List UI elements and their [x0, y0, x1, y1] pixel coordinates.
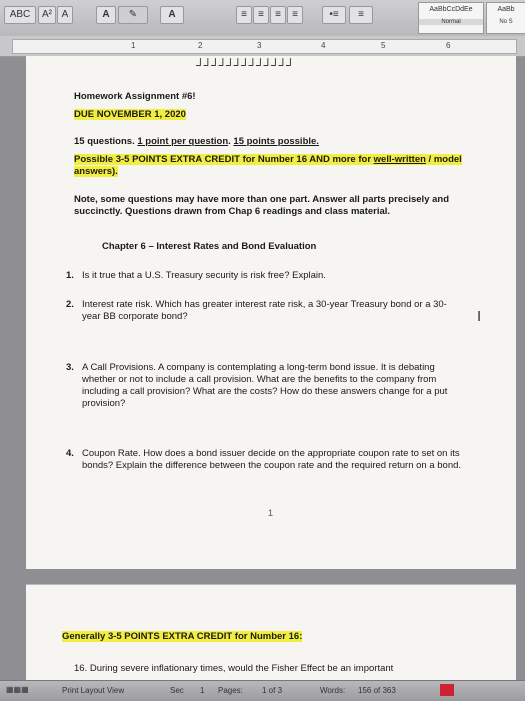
document-page-1[interactable]: [26, 56, 516, 569]
words-value: 156 of 363: [358, 686, 396, 695]
tab-stops-icon: ┘┘┘┘┘┘┘┘┘┘┘┘┘: [196, 58, 294, 72]
summary-text: 15 points possible.: [233, 136, 319, 147]
question-item: [66, 448, 462, 472]
justify-button[interactable]: [287, 6, 303, 24]
ruler-mark: 1: [131, 41, 136, 50]
question-item: [66, 362, 462, 410]
align-right-button[interactable]: [270, 6, 286, 24]
formatting-toolbar: [0, 0, 525, 37]
ruler-mark: 6: [446, 41, 451, 50]
ruler-track: [12, 39, 517, 54]
style-preview: AaBb: [497, 6, 515, 13]
words-label: Words:: [320, 686, 346, 695]
bullets-button[interactable]: [322, 6, 346, 24]
track-changes-icon[interactable]: [440, 684, 454, 696]
align-center-button[interactable]: [253, 6, 269, 24]
align-center-icon: ≡: [258, 9, 264, 20]
ruler-mark: 3: [257, 41, 262, 50]
extra-credit-note: [74, 154, 474, 178]
question-text: Is it true that a U.S. Treasury security is risk free? Explain.: [82, 270, 326, 281]
shrink-font-button[interactable]: A: [57, 6, 73, 24]
text-style-button[interactable]: A: [96, 6, 116, 24]
text-cursor-icon: Ⅰ: [477, 308, 482, 324]
question-item: [66, 270, 462, 282]
question-number: 1.: [66, 270, 74, 281]
align-left-icon: ≡: [241, 9, 247, 20]
question-text: Coupon Rate. How does a bond issuer decide on the appropriate coupon rate to set on its bonds? Explain the difference between the coupon rate and the required return on a bond.: [82, 448, 462, 471]
view-buttons[interactable]: ▦▦▦: [6, 685, 29, 694]
view-mode-label: Print Layout View: [62, 686, 125, 695]
question-number: 3.: [66, 362, 74, 373]
grow-font-button[interactable]: A²: [38, 6, 56, 24]
page2-heading: Generally 3-5 POINTS EXTRA CREDIT for Number 16:: [62, 631, 303, 642]
font-color-button[interactable]: A: [160, 6, 184, 24]
bullet-list-icon: •≡: [329, 9, 339, 20]
pages-label: Pages:: [218, 686, 243, 695]
style-preview: AaBbCcDdEe: [429, 6, 473, 13]
numbered-list-icon: ≡: [358, 9, 364, 20]
instructions-note: Note, some questions may have more than one part. Answer all parts precisely and succinctly. Questions drawn from Chap 6 readings and class material.: [74, 194, 450, 217]
summary-text: 1 point per question: [137, 136, 229, 147]
style-normal[interactable]: [418, 2, 484, 34]
align-left-button[interactable]: [236, 6, 252, 24]
question-text: Interest rate risk. Which has greater interest rate risk, a 30-year Treasury bond or a 30-year BB corporate bond?: [82, 299, 447, 322]
extra-credit-text: Possible 3-5 POINTS EXTRA CREDIT for Number 16 AND more for: [74, 154, 374, 165]
document-page-2[interactable]: [26, 584, 516, 681]
extra-credit-text: well-written: [373, 154, 426, 165]
question-number: 2.: [66, 299, 74, 310]
highlight-color-button[interactable]: [118, 6, 148, 24]
extra-credit-text: / model answers).: [74, 154, 462, 177]
chapter-heading: Chapter 6 – Interest Rates and Bond Evaluation: [102, 241, 317, 252]
question-number: 4.: [66, 448, 74, 459]
page-number: 1: [268, 508, 274, 518]
style-name: No S: [499, 19, 513, 25]
question-text: A Call Provisions. A company is contemplating a long-term bond issue. It is debating whether or not to include a call provision. What are the benefits to the company from including a call provision? What are the costs? How do these answers change for a put provision?: [82, 362, 448, 409]
section-value: 1: [200, 686, 205, 695]
section-label: Sec: [170, 686, 184, 695]
assignment-title: Homework Assignment #6!: [74, 91, 196, 102]
summary-text: 15 questions.: [74, 136, 138, 147]
assignment-summary: [74, 136, 319, 147]
justify-icon: ≡: [292, 9, 298, 20]
due-date: DUE NOVEMBER 1, 2020: [74, 109, 186, 120]
horizontal-ruler[interactable]: [0, 36, 525, 57]
question-item: [66, 299, 462, 323]
numbering-button[interactable]: [349, 6, 373, 24]
align-right-icon: ≡: [275, 9, 281, 20]
question-16: 16. During severe inflationary times, would the Fisher Effect be an important: [74, 663, 394, 674]
status-bar: [0, 680, 525, 701]
highlight-icon: ✎: [128, 9, 138, 20]
pages-value: 1 of 3: [262, 686, 283, 695]
ruler-mark: 4: [321, 41, 326, 50]
style-name: Normal: [419, 19, 483, 25]
summary-text: .: [228, 136, 234, 147]
font-name-button[interactable]: ABC: [4, 6, 36, 24]
style-no-spacing[interactable]: [486, 2, 525, 34]
ruler-mark: 2: [198, 41, 203, 50]
ruler-mark: 5: [381, 41, 386, 50]
